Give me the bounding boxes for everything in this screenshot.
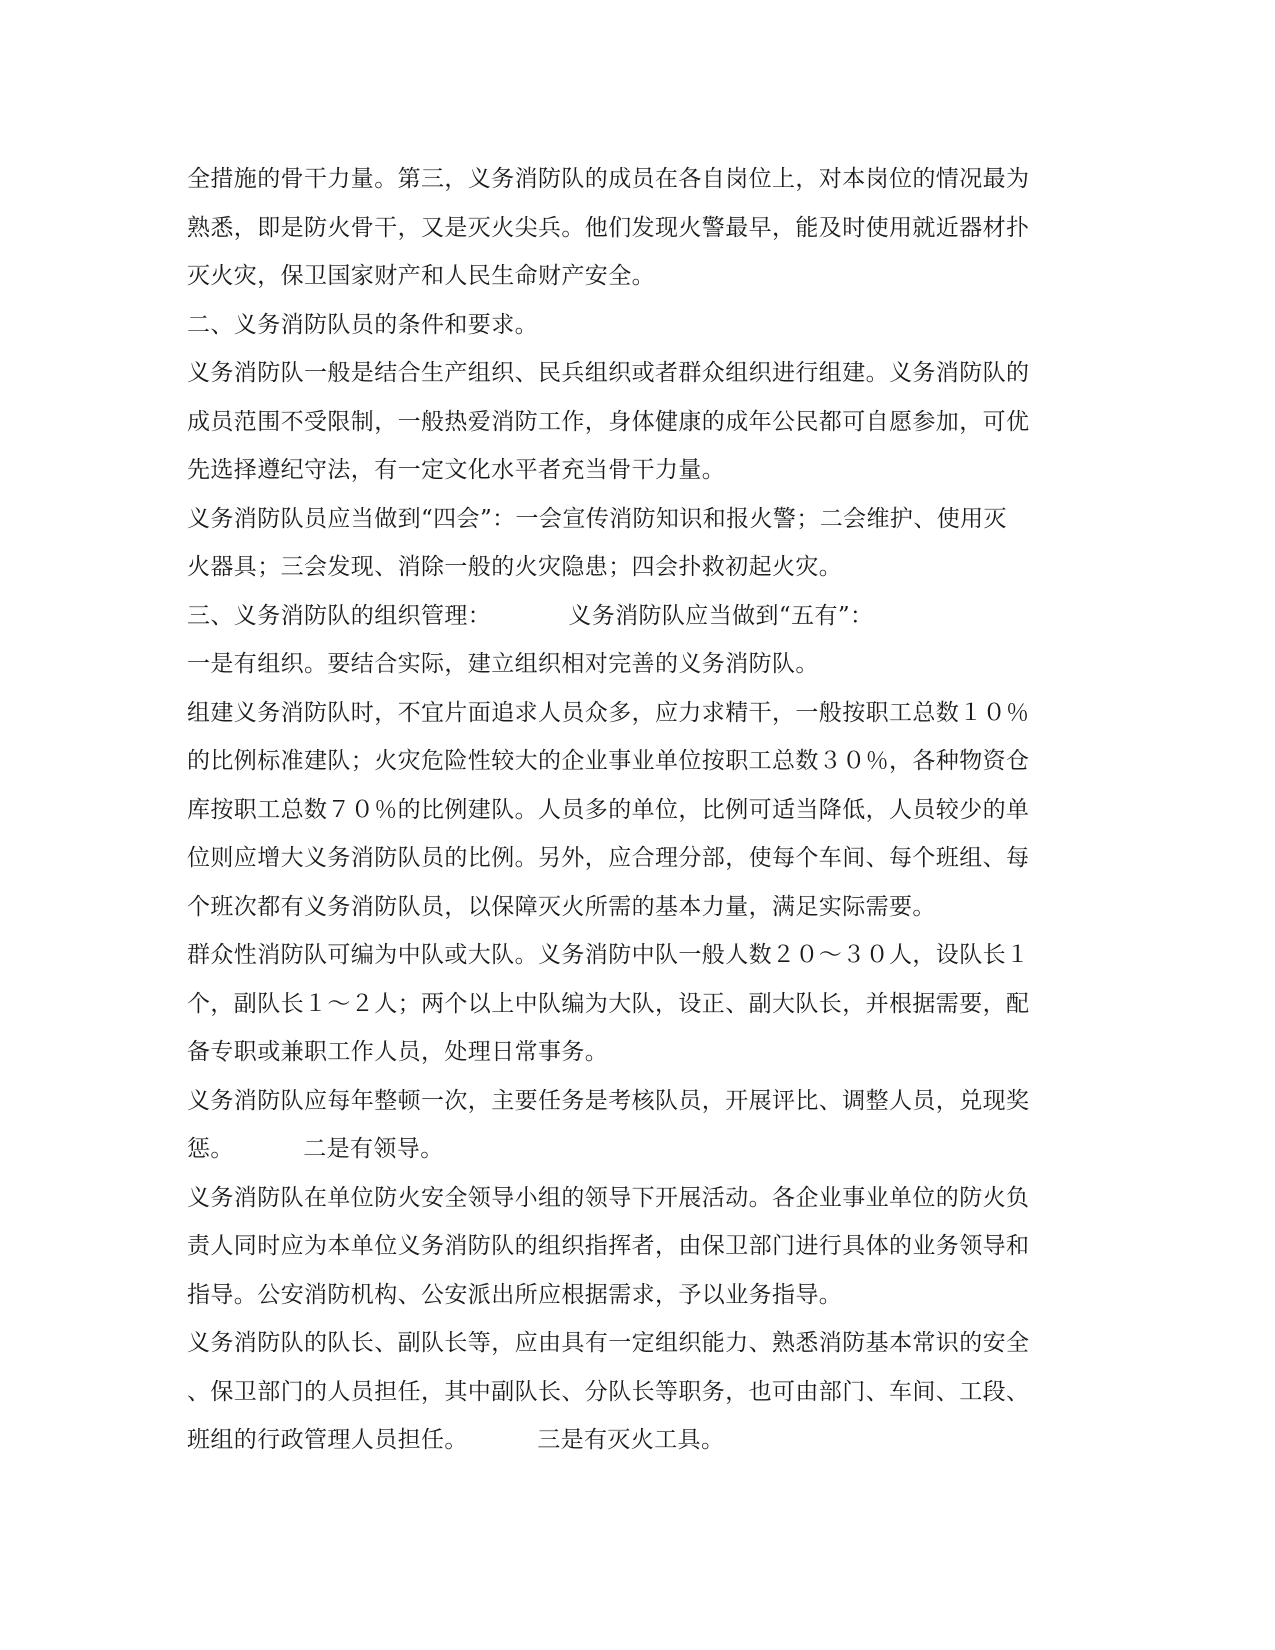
section-heading: 三、义务消防队的组织管理： 义务消防队应当做到“五有”：: [187, 602, 874, 629]
text-line: 位则应增大义务消防队员的比例。另外，应合理分部，使每个车间、每个班组、每: [187, 845, 1030, 871]
text-line: 义务消防队应每年整顿一次，主要任务是考核队员，开展评比、调整人员，兑现奖: [187, 1087, 1030, 1114]
document-body: [187, 155, 1087, 1465]
text-line: 义务消防队员应当做到“四会”：一会宣传消防知识和报火警；二会维护、使用灭: [187, 505, 1007, 532]
text-line: 灭火灾，保卫国家财产和人民生命财产安全。: [187, 263, 655, 289]
text-line: 的比例标准建队；火灾危险性较大的企业事业单位按职工总数３０％，各种物资仓: [187, 748, 1030, 774]
text-line: 惩。 二是有领导。: [187, 1136, 444, 1162]
text-line: 个班次都有义务消防队员，以保障灭火所需的基本力量，满足实际需要。: [187, 893, 936, 920]
text-line: 班组的行政管理人员担任。 三是有灭火工具。: [187, 1427, 725, 1453]
text-line: 一是有组织。要结合实际，建立组织相对完善的义务消防队。: [187, 651, 819, 677]
text-line: 义务消防队一般是结合生产组织、民兵组织或者群众组织进行组建。义务消防队的: [187, 360, 1030, 386]
text-line: 群众性消防队可编为中队或大队。义务消防中队一般人数２０～３０人，设队长１: [187, 942, 1030, 968]
section-heading: 二、义务消防队员的条件和要求。: [187, 311, 538, 338]
text-line: 先选择遵纪守法，有一定文化水平者充当骨干力量。: [187, 457, 726, 483]
text-line: 火器具；三会发现、消除一般的火灾隐患；四会扑救初起火灾。: [187, 554, 843, 580]
text-line: 义务消防队的队长、副队长等，应由具有一定组织能力、熟悉消防基本常识的安全: [187, 1330, 1030, 1356]
text-line: 成员范围不受限制，一般热爱消防工作，身体健康的成年公民都可自愿参加，可优: [187, 408, 1030, 435]
text-line: 全措施的骨干力量。第三，义务消防队的成员在各自岗位上，对本岗位的情况最为: [187, 166, 1030, 192]
text-line: 库按职工总数７０％的比例建队。人员多的单位，比例可适当降低，人员较少的单: [187, 796, 1030, 823]
text-line: 组建义务消防队时，不宜片面追求人员众多，应力求精干，一般按职工总数１０％: [187, 699, 1030, 726]
text-line: 、保卫部门的人员担任，其中副队长、分队长等职务，也可由部门、车间、工段、: [187, 1378, 1030, 1405]
text-line: 熟悉，即是防火骨干，又是灭火尖兵。他们发现火警最早，能及时使用就近器材扑: [187, 214, 1030, 241]
text-line: 义务消防队在单位防火安全领导小组的领导下开展活动。各企业事业单位的防火负: [187, 1184, 1030, 1211]
text-line: 指导。公安消防机构、公安派出所应根据需求，予以业务指导。: [187, 1281, 843, 1308]
text-line: 备专职或兼职工作人员，处理日常事务。: [187, 1039, 609, 1065]
text-line: 责人同时应为本单位义务消防队的组织指挥者，由保卫部门进行具体的业务领导和: [187, 1233, 1030, 1259]
text-line: 个，副队长１～２人；两个以上中队编为大队，设正、副大队长，并根据需要，配: [187, 990, 1030, 1017]
